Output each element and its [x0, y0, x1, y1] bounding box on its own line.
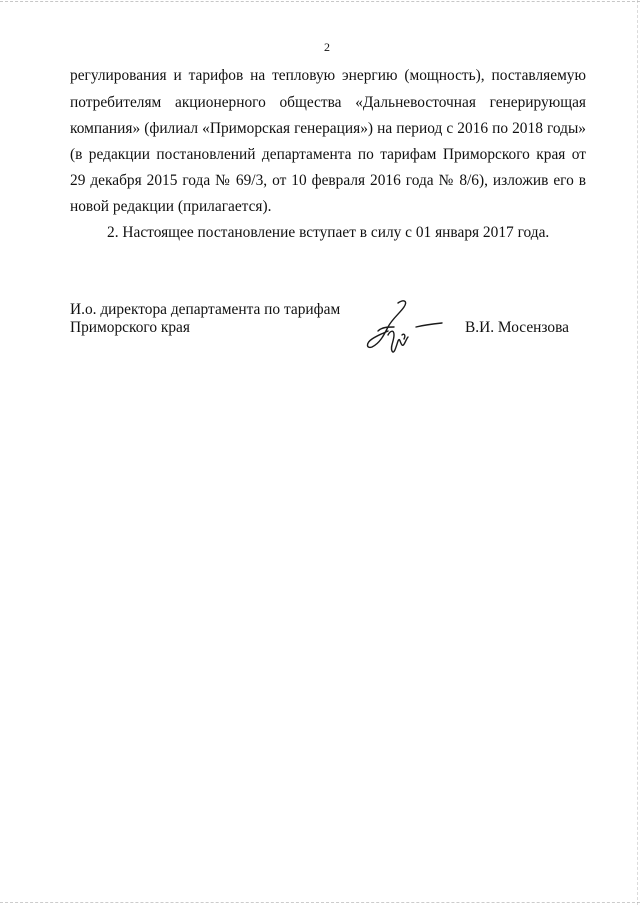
paragraph-1-line-3: компания» (филиал «Приморская генерация») на период с 2016 по 2018 годы» [70, 120, 586, 137]
paragraph-1-line-4: (в редакции постановлений департамента по тарифам Приморского края от [70, 146, 586, 163]
item-2-text: 2. Настоящее постановление вступает в силу с 01 января 2017 года. [107, 224, 550, 241]
signatory-name: В.И. Мосензова [465, 319, 569, 336]
paragraph-1-line-5: 29 декабря 2015 года № 69/3, от 10 февраля 2016 года № 8/6), изложив его в [70, 172, 586, 189]
page-number: 2 [324, 40, 330, 54]
paragraph-1-line-2: потребителям акционерного общества «Дальневосточная генерирующая [70, 94, 586, 111]
signatory-position-line-2: Приморского края [70, 319, 190, 336]
paragraph-1-line-6: новой редакции (прилагается). [70, 198, 272, 215]
paragraph-1-line-1: регулирования и тарифов на тепловую энергию (мощность), поставляемую [70, 67, 586, 84]
signatory-position-line-1: И.о. директора департамента по тарифам [70, 301, 341, 318]
scan-edge-top [0, 1, 640, 2]
scan-edge-right [637, 0, 638, 905]
handwritten-signature [358, 297, 448, 357]
scan-edge-bottom [0, 902, 640, 903]
